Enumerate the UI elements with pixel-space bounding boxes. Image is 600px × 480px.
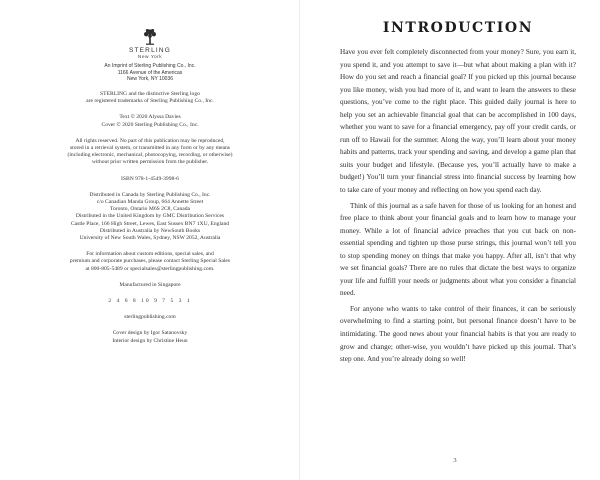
- trademark-line: STERLING and the distinctive Sterling logo: [100, 91, 200, 98]
- distribution-line: c/o Canadian Manda Group, 664 Annette Street: [96, 199, 204, 206]
- printing-numbers-line: 2 4 6 8 10 9 7 5 3 1: [108, 298, 192, 305]
- isbn-line: ISBN 978-1-4549-3998-6: [121, 175, 179, 182]
- rights-line: (including electronic, mechanical, photocopying, recording, or otherwise): [67, 152, 233, 159]
- special-sales-notice: [30, 251, 270, 273]
- manufactured-line: Manufactured in Singapore: [119, 281, 181, 288]
- intro-paragraph: For anyone who wants to take control of their finances, it can be seriously overwhelming to find a starting point, but personal finance doesn’t have to be intimidating. The good news about your financial habits is that you are ready to grow and change; other-wise, you wouldn’t have picked up this journal. That’s step one. And you’re already doing so well!: [340, 304, 576, 364]
- introduction-body: [340, 20, 576, 366]
- website: [30, 314, 270, 321]
- rights-line: All rights reserved. No part of this publication may be reproduced,: [75, 137, 225, 144]
- credit-line: Cover design by Igor Satanovsky: [112, 330, 188, 337]
- distribution-line: Distributed in Australia by NewSouth Books: [99, 227, 201, 234]
- imprint-line: An Imprint of Sterling Publishing Co., Inc.: [104, 63, 196, 70]
- special-sales-line: at 800-805-5489 or specialsales@sterlingpublishing.com.: [85, 265, 215, 272]
- distribution-line: University of New South Wales, Sydney, NSW 2052, Australia: [79, 235, 221, 242]
- imprint-address: [30, 63, 270, 82]
- manufactured-notice: [30, 282, 270, 289]
- copyright-notice: [30, 114, 270, 128]
- intro-paragraph: Have you ever felt completely disconnected from your money? Sure, you earn it, you spend it, and you attempt to save it—but what about making a plan with it? How do you set and reach a financial goal? If you picked up this journal because you like money, wish you had more of it, and want to learn the answers to these questions, you’ve come to the right place. This guided daily journal is here to help you set an achievable financial goal that can be accomplished in 100 days, whether you want to save for a financial emergency, pay off your credit cards, or run off to Hawaii for the summer. Along the way, you’ll learn about your money habits and patterns, track your spending and saving, and develop a game plan that suits your budget and lifestyle. (Because yes, you’ll actually have to make a budget!) You’ll turn your financial stress into financial success by learning how to take care of your money and reflecting on how you spend each day.: [340, 48, 576, 195]
- imprint-line: 1166 Avenue of the Americas: [117, 69, 183, 76]
- credit-line: Interior design by Christine Heun: [112, 337, 188, 344]
- distribution-line: Castle Place, 166 High Street, Lewes, East Sussex BN7 1XU, England: [70, 220, 230, 227]
- publisher-logo-city: New York: [137, 55, 163, 61]
- intro-paragraph: Think of this journal as a safe haven for those of us looking for an honest and free place to think about your financial goals and to learn how to manage your money. While a lot of financial advice preaches that you cut back on non-essential spending and tighten up those purse strings, this journal won’t tell you to stop spending money on things that make you happy. After all, isn’t that why we set financial goals? There are no rules that dictate the best ways to organize your life and fulfill your needs or judgments about what you consider a financial need.: [340, 201, 576, 298]
- special-sales-line: For information about custom editions, special sales, and: [86, 251, 214, 258]
- distribution-line: Distributed in the United Kingdom by GMC Distribution Services: [75, 213, 225, 220]
- publisher-logo-name: STERLING: [128, 47, 172, 54]
- trademark-notice: [30, 91, 270, 105]
- rights-line: stored in a retrieval system, or transmitted in any form or by any means: [69, 145, 230, 152]
- website-line: sterlingpublishing.com: [124, 314, 176, 321]
- rights-notice: [30, 138, 270, 167]
- copyright-line: Cover © 2020 Sterling Publishing Co., Inc.: [101, 121, 199, 128]
- printing-numbers: [30, 298, 270, 305]
- trademark-line: are registered trademarks of Sterling Publishing Co., Inc.: [86, 98, 214, 105]
- sterling-tree-logo-icon: [142, 28, 158, 46]
- imprint-line: New York, NY 10036: [126, 75, 174, 82]
- copyright-line: Text © 2020 Alyssa Davies: [119, 114, 181, 121]
- distribution-line: Toronto, Ontario M6S 2C8, Canada: [109, 206, 191, 213]
- rights-line: without prior written permission from the publisher.: [91, 159, 209, 166]
- design-credits: [30, 330, 270, 344]
- distribution-notice: [30, 192, 270, 242]
- isbn: [30, 176, 270, 183]
- copyright-block: [30, 28, 270, 345]
- page-number: 3: [453, 457, 457, 464]
- page-title: INTRODUCTION: [382, 20, 534, 36]
- distribution-line: Distributed in Canada by Sterling Publishing Co., Inc.: [89, 191, 211, 198]
- special-sales-line: premium and corporate purchases, please contact Sterling Special Sales: [69, 258, 231, 265]
